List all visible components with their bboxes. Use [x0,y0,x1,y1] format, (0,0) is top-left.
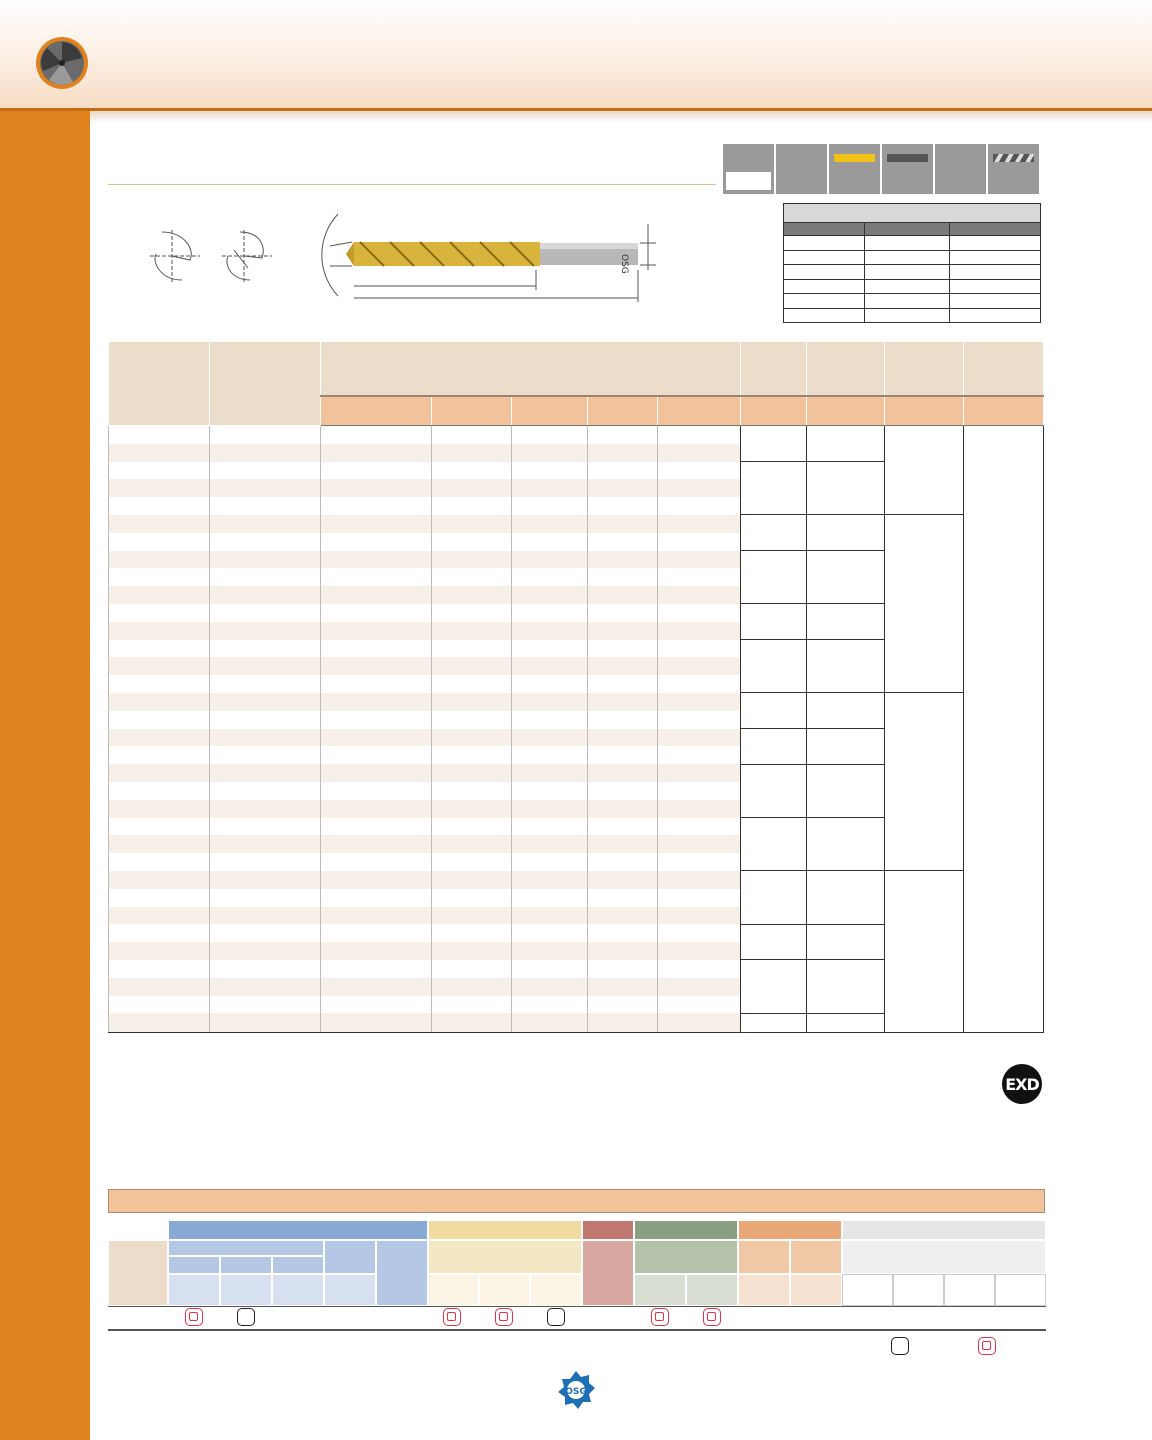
category-icon-3 [829,144,880,194]
dimensions-table-body [109,426,1044,1033]
header-col-11 [964,342,1044,397]
excellent-mark-icon [443,1308,461,1326]
app-group-hardened [634,1220,738,1240]
app-row-label [108,1240,168,1306]
excellent-mark-icon [495,1308,513,1326]
drill-section-logo-icon [35,36,89,90]
category-icon-6 [988,144,1039,194]
category-icon-2 [776,144,827,194]
excellent-mark-icon [185,1308,203,1326]
application-grid [108,1220,1046,1330]
cross-section-icon-a [150,230,200,282]
category-icon-4 [882,144,933,194]
app-group-stainless [428,1220,582,1240]
osg-footer-logo-icon [555,1369,597,1411]
category-icon-1 [723,144,774,194]
app-group-steel [168,1220,428,1240]
application-header-bar [108,1189,1045,1213]
drill-illustration [140,210,670,315]
svg-text:OSG: OSG [565,1387,587,1397]
header-col-9 [807,342,885,397]
category-icon-5 [935,144,986,194]
header-col-10 [885,342,964,397]
header-dimensions [321,342,741,397]
tolerance-table [783,203,1041,323]
good-mark-icon [547,1308,565,1326]
cross-section-icon-b [222,230,272,282]
app-group-nonferrous [738,1220,842,1240]
header-col-8 [741,342,807,397]
header-col-2 [210,342,321,426]
exd-badge: EXD [1002,1064,1042,1104]
app-group-other [842,1220,1046,1240]
table-row [109,426,1044,444]
left-accent-band [0,111,90,1440]
header-band [0,0,1152,111]
legend-excellent-mark-icon [978,1337,996,1355]
dimensions-table [108,341,1044,1033]
excellent-mark-icon [651,1308,669,1326]
app-group-cast-iron [582,1220,634,1240]
table-row [109,871,1044,889]
header-col-1 [109,342,210,426]
title-rule [108,184,716,185]
legend-good-mark-icon [891,1337,909,1355]
good-mark-icon [237,1308,255,1326]
svg-text:OSG: OSG [619,254,629,274]
header-shadow [90,111,1152,123]
table-row [109,693,1044,711]
excellent-mark-icon [703,1308,721,1326]
table-row [109,515,1044,533]
